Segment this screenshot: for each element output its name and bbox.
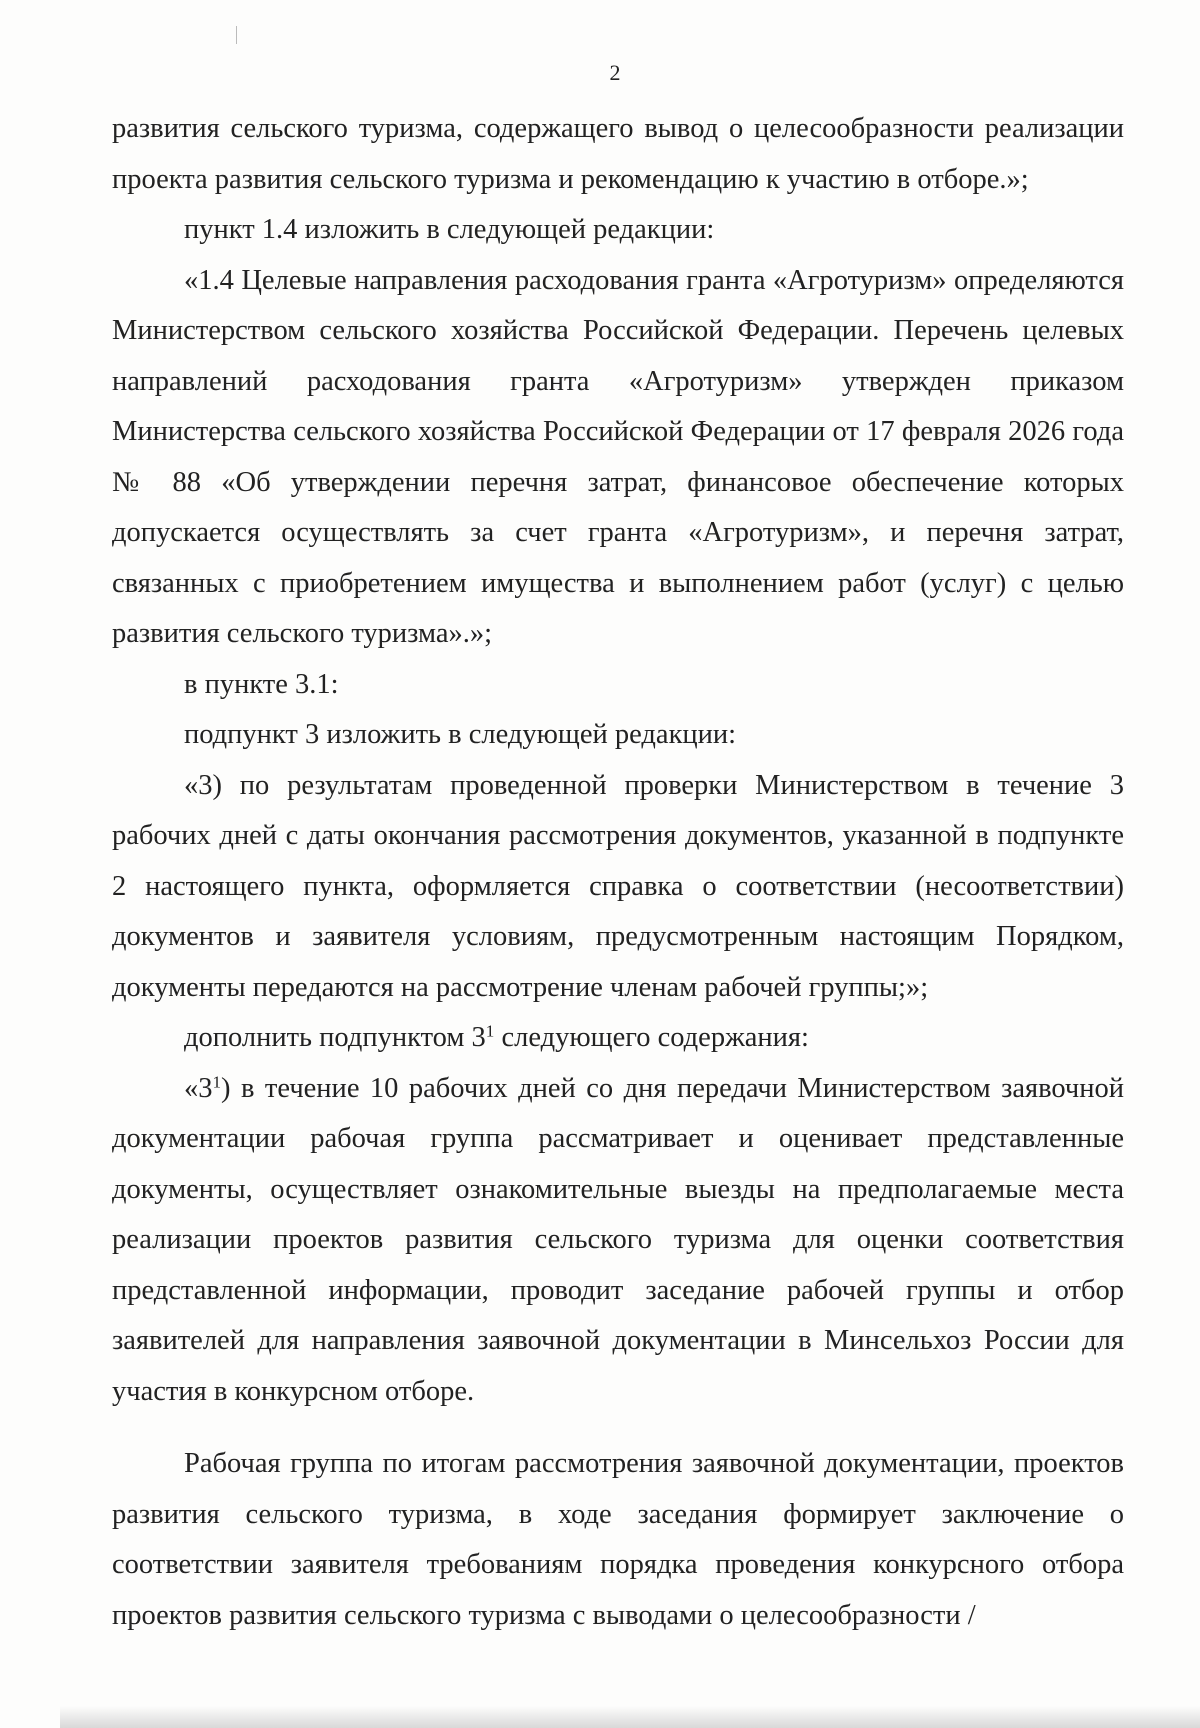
paragraph-clause-1-4: «1.4 Целевые направления расходования гранта «Агротуризм» определяются Министерством сельского хозяйства Российской Федерации. Перечень целевых направлений расходования гранта «Агротуризм» утвержден приказом Министерства сельского хозяйства Российской Федерации от 17 февраля 2026 года № 88 «Об утверждении перечня затрат, финансовое обеспечение которых допускается осуществлять за счет гранта «Агротуризм», и перечня затрат, связанных с приобретением имущества и выполнением работ (услуг) с целью развития сельского туризма».»; <box>112 264 1124 649</box>
paragraph-subclause-3-1 <box>112 1064 1124 1418</box>
paragraph-instruction-subclause-3-1 <box>112 1013 1124 1064</box>
paragraph-instruction-subclause-3: подпункт 3 изложить в следующей редакции: <box>184 719 737 750</box>
paragraph-instruction-1-4: пункт 1.4 изложить в следующей редакции: <box>184 214 715 245</box>
superscript: 1 <box>212 1072 222 1092</box>
paragraph-subclause-3: «3) по результатам проведенной проверки Министерством в течение 3 рабочих дней с даты окончания рассмотрения документов, указанной в подпункте 2 настоящего пункта, оформляется справка о соответствии (несоответствии) документов и заявителя условиям, предусмотренным настоящим Порядком, документы передаются на рассмотрение членам рабочей группы;»; <box>112 769 1124 1003</box>
superscript: 1 <box>485 1021 495 1041</box>
text-fragment: дополнить подпунктом 3 <box>184 1022 486 1053</box>
paragraph-working-group: Рабочая группа по итогам рассмотрения заявочной документации, проектов развития сельского туризма, в ходе заседания формирует заключение о соответствии заявителя требованиям порядка проведения конкурсного отбора проектов развития сельского туризма с выводами о целесообразности / <box>112 1448 1124 1631</box>
text-fragment: следующего содержания: <box>494 1022 809 1053</box>
page-number: 2 <box>609 60 621 85</box>
scan-artifact <box>236 26 237 44</box>
scan-edge-artifact <box>60 1706 1200 1728</box>
paragraph-continuation: развития сельского туризма, содержащего вывод о целесообразности реализации проекта развития сельского туризма и рекомендацию к участию в отборе.»; <box>112 113 1124 195</box>
text-fragment: «3 <box>184 1072 213 1104</box>
document-body <box>112 104 1124 1641</box>
paragraph-instruction-3-1: в пункте 3.1: <box>184 668 339 700</box>
text-fragment: ) в течение 10 рабочих дней со дня передачи Министерством заявочной документации рабочая группа рассматривает и оценивает представленные документы, осуществляет ознакомительные выезды на предполагаемые места реализации проектов развития сельского туризма для оценки соответствия представленной информации, проводит заседание рабочей группы и отбор заявителей для направления заявочной документации в Минсельхоз России для участия в конкурсном отборе. <box>112 1072 1124 1407</box>
